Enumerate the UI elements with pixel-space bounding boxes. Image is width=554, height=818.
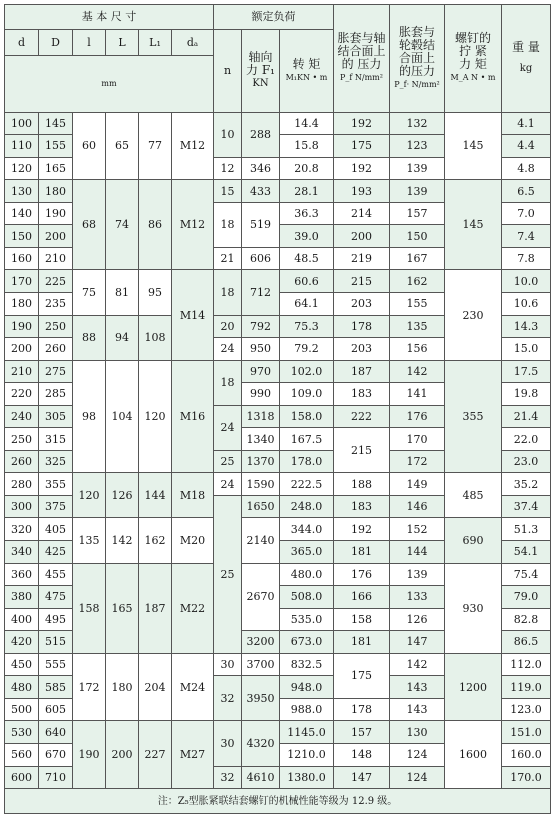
cell-weight: 123.0	[502, 698, 551, 721]
cell-D: 225	[39, 270, 73, 293]
cell-L1: 95	[139, 270, 172, 315]
cell-d: 130	[5, 180, 39, 203]
cell-n: 25	[214, 495, 242, 653]
cell-hub-pressure: 133	[390, 586, 445, 609]
cell-d: 450	[5, 653, 39, 676]
cell-hub-pressure: 142	[390, 653, 445, 676]
cell-shaft-pressure: 183	[334, 495, 390, 518]
cell-F1: 950	[242, 338, 280, 361]
cell-hub-pressure: 135	[390, 315, 445, 338]
cell-n: 18	[214, 202, 242, 247]
cell-shaft-pressure: 147	[334, 766, 390, 789]
cell-D: 355	[39, 473, 73, 496]
header-L: L	[106, 29, 139, 56]
cell-d: 280	[5, 473, 39, 496]
cell-n: 25	[214, 450, 242, 473]
expansion-sleeve-spec-table	[4, 4, 551, 814]
cell-hub-pressure: 142	[390, 360, 445, 383]
cell-n: 18	[214, 270, 242, 315]
cell-d: 180	[5, 293, 39, 316]
cell-hub-pressure: 139	[390, 563, 445, 586]
cell-screw-torque: 1200	[445, 653, 502, 721]
cell-shaft-pressure: 215	[334, 270, 390, 293]
cell-hub-pressure: 139	[390, 180, 445, 203]
cell-d: 260	[5, 450, 39, 473]
cell-shaft-pressure: 192	[334, 518, 390, 541]
cell-F1: 4320	[242, 721, 280, 766]
cell-F1: 1318	[242, 405, 280, 428]
cell-weight: 10.6	[502, 293, 551, 316]
cell-l: 158	[73, 563, 106, 653]
header-unit-mm: mm	[5, 56, 214, 112]
cell-F1: 433	[242, 180, 280, 203]
spec-table-sheet	[4, 4, 550, 814]
cell-screw-torque: 690	[445, 518, 502, 563]
cell-d: 360	[5, 563, 39, 586]
cell-torque: 158.0	[280, 405, 334, 428]
cell-torque: 60.6	[280, 270, 334, 293]
cell-L: 81	[106, 270, 139, 315]
cell-d: 240	[5, 405, 39, 428]
cell-shaft-pressure: 178	[334, 315, 390, 338]
cell-weight: 22.0	[502, 428, 551, 451]
cell-shaft-pressure: 175	[334, 135, 390, 158]
cell-da: M12	[172, 180, 214, 270]
cell-n: 15	[214, 180, 242, 203]
cell-weight: 35.2	[502, 473, 551, 496]
cell-L: 142	[106, 518, 139, 563]
cell-hub-pressure: 147	[390, 631, 445, 654]
cell-L1: 108	[139, 315, 172, 360]
cell-shaft-pressure: 203	[334, 293, 390, 316]
cell-screw-torque: 1600	[445, 721, 502, 789]
cell-hub-pressure: 141	[390, 383, 445, 406]
cell-shaft-pressure: 187	[334, 360, 390, 383]
cell-d: 380	[5, 586, 39, 609]
header-weight: 重 量 kg	[502, 5, 551, 113]
cell-screw-torque: 485	[445, 473, 502, 518]
cell-F1: 346	[242, 157, 280, 180]
cell-torque: 178.0	[280, 450, 334, 473]
cell-n: 20	[214, 315, 242, 338]
cell-n: 32	[214, 676, 242, 721]
cell-weight: 86.5	[502, 631, 551, 654]
cell-D: 145	[39, 112, 73, 135]
cell-shaft-pressure: 203	[334, 338, 390, 361]
cell-da: M12	[172, 112, 214, 180]
cell-D: 200	[39, 225, 73, 248]
cell-hub-pressure: 132	[390, 112, 445, 135]
cell-weight: 82.8	[502, 608, 551, 631]
cell-shaft-pressure: 183	[334, 383, 390, 406]
cell-hub-pressure: 124	[390, 743, 445, 766]
cell-F1: 2670	[242, 563, 280, 631]
cell-D: 585	[39, 676, 73, 699]
header-l: l	[73, 29, 106, 56]
cell-weight: 14.3	[502, 315, 551, 338]
cell-weight: 160.0	[502, 743, 551, 766]
cell-L: 126	[106, 473, 139, 518]
cell-L1: 77	[139, 112, 172, 180]
cell-weight: 7.0	[502, 202, 551, 225]
cell-torque: 39.0	[280, 225, 334, 248]
cell-torque: 109.0	[280, 383, 334, 406]
cell-shaft-pressure: 181	[334, 541, 390, 564]
cell-d: 480	[5, 676, 39, 699]
cell-D: 165	[39, 157, 73, 180]
cell-F1: 1340	[242, 428, 280, 451]
cell-F1: 712	[242, 270, 280, 315]
cell-d: 210	[5, 360, 39, 383]
cell-shaft-pressure: 148	[334, 743, 390, 766]
cell-hub-pressure: 155	[390, 293, 445, 316]
cell-da: M22	[172, 563, 214, 653]
cell-L: 180	[106, 653, 139, 721]
cell-hub-pressure: 152	[390, 518, 445, 541]
cell-weight: 4.8	[502, 157, 551, 180]
cell-l: 190	[73, 721, 106, 789]
cell-da: M18	[172, 473, 214, 518]
cell-D: 555	[39, 653, 73, 676]
cell-l: 98	[73, 360, 106, 473]
cell-L1: 162	[139, 518, 172, 563]
cell-L1: 144	[139, 473, 172, 518]
cell-hub-pressure: 167	[390, 247, 445, 270]
cell-shaft-pressure: 193	[334, 180, 390, 203]
cell-n: 24	[214, 338, 242, 361]
cell-n: 30	[214, 721, 242, 766]
cell-l: 135	[73, 518, 106, 563]
cell-torque: 79.2	[280, 338, 334, 361]
cell-hub-pressure: 139	[390, 157, 445, 180]
cell-weight: 19.8	[502, 383, 551, 406]
cell-weight: 75.4	[502, 563, 551, 586]
cell-torque: 1145.0	[280, 721, 334, 744]
cell-shaft-pressure: 215	[334, 428, 390, 473]
cell-F1: 3950	[242, 676, 280, 721]
cell-d: 320	[5, 518, 39, 541]
cell-D: 210	[39, 247, 73, 270]
cell-F1: 288	[242, 112, 280, 157]
cell-da: M27	[172, 721, 214, 789]
cell-torque: 75.3	[280, 315, 334, 338]
cell-hub-pressure: 156	[390, 338, 445, 361]
cell-torque: 480.0	[280, 563, 334, 586]
cell-l: 60	[73, 112, 106, 180]
cell-shaft-pressure: 157	[334, 721, 390, 744]
cell-shaft-pressure: 222	[334, 405, 390, 428]
cell-D: 190	[39, 202, 73, 225]
cell-F1: 1650	[242, 495, 280, 518]
cell-shaft-pressure: 192	[334, 112, 390, 135]
cell-D: 235	[39, 293, 73, 316]
cell-hub-pressure: 162	[390, 270, 445, 293]
cell-weight: 151.0	[502, 721, 551, 744]
cell-L: 104	[106, 360, 139, 473]
cell-d: 160	[5, 247, 39, 270]
cell-torque: 508.0	[280, 586, 334, 609]
cell-hub-pressure: 157	[390, 202, 445, 225]
cell-D: 475	[39, 586, 73, 609]
header-n: n	[214, 29, 242, 112]
cell-L1: 86	[139, 180, 172, 270]
cell-torque: 988.0	[280, 698, 334, 721]
cell-weight: 21.4	[502, 405, 551, 428]
cell-shaft-pressure: 166	[334, 586, 390, 609]
cell-weight: 54.1	[502, 541, 551, 564]
cell-torque: 14.4	[280, 112, 334, 135]
cell-torque: 673.0	[280, 631, 334, 654]
cell-da: M24	[172, 653, 214, 721]
cell-shaft-pressure: 219	[334, 247, 390, 270]
cell-shaft-pressure: 188	[334, 473, 390, 496]
cell-F1: 970	[242, 360, 280, 383]
header-shaft-pressure: 胀套与轴 结合面上 的 压力 P_f N/mm²	[334, 5, 390, 113]
cell-F1: 2140	[242, 518, 280, 563]
cell-D: 495	[39, 608, 73, 631]
cell-F1: 519	[242, 202, 280, 247]
cell-da: M14	[172, 270, 214, 360]
cell-torque: 1380.0	[280, 766, 334, 789]
cell-shaft-pressure: 200	[334, 225, 390, 248]
cell-D: 325	[39, 450, 73, 473]
cell-shaft-pressure: 192	[334, 157, 390, 180]
cell-L1: 204	[139, 653, 172, 721]
cell-L1: 227	[139, 721, 172, 789]
cell-n: 21	[214, 247, 242, 270]
header-da: dₐ	[172, 29, 214, 56]
cell-d: 220	[5, 383, 39, 406]
cell-D: 640	[39, 721, 73, 744]
cell-d: 420	[5, 631, 39, 654]
cell-L1: 187	[139, 563, 172, 653]
cell-shaft-pressure: 176	[334, 563, 390, 586]
cell-F1: 990	[242, 383, 280, 406]
cell-hub-pressure: 123	[390, 135, 445, 158]
cell-torque: 948.0	[280, 676, 334, 699]
cell-weight: 17.5	[502, 360, 551, 383]
cell-hub-pressure: 170	[390, 428, 445, 451]
cell-F1: 3700	[242, 653, 280, 676]
cell-D: 605	[39, 698, 73, 721]
cell-d: 110	[5, 135, 39, 158]
header-d: d	[5, 29, 39, 56]
cell-screw-torque: 145	[445, 112, 502, 180]
cell-d: 560	[5, 743, 39, 766]
header-hub-pressure: 胀套与 轮毂结 合面上 的压力 P_f· N/mm²	[390, 5, 445, 113]
cell-hub-pressure: 172	[390, 450, 445, 473]
cell-F1: 1370	[242, 450, 280, 473]
cell-shaft-pressure: 214	[334, 202, 390, 225]
cell-n: 24	[214, 405, 242, 450]
cell-shaft-pressure: 178	[334, 698, 390, 721]
cell-weight: 51.3	[502, 518, 551, 541]
cell-weight: 6.5	[502, 180, 551, 203]
cell-torque: 36.3	[280, 202, 334, 225]
cell-D: 515	[39, 631, 73, 654]
cell-weight: 112.0	[502, 653, 551, 676]
header-axial-force: 轴向 力 F₁ KN	[242, 29, 280, 112]
cell-torque: 222.5	[280, 473, 334, 496]
cell-torque: 248.0	[280, 495, 334, 518]
cell-d: 340	[5, 541, 39, 564]
cell-weight: 15.0	[502, 338, 551, 361]
cell-D: 250	[39, 315, 73, 338]
cell-F1: 1590	[242, 473, 280, 496]
cell-da: M16	[172, 360, 214, 473]
cell-F1: 792	[242, 315, 280, 338]
cell-weight: 23.0	[502, 450, 551, 473]
cell-d: 530	[5, 721, 39, 744]
cell-F1: 606	[242, 247, 280, 270]
cell-D: 260	[39, 338, 73, 361]
cell-shaft-pressure: 158	[334, 608, 390, 631]
cell-D: 425	[39, 541, 73, 564]
cell-d: 300	[5, 495, 39, 518]
cell-L: 94	[106, 315, 139, 360]
cell-weight: 79.0	[502, 586, 551, 609]
cell-torque: 102.0	[280, 360, 334, 383]
cell-d: 190	[5, 315, 39, 338]
cell-l: 172	[73, 653, 106, 721]
cell-L: 74	[106, 180, 139, 270]
cell-D: 315	[39, 428, 73, 451]
cell-screw-torque: 145	[445, 180, 502, 270]
cell-L1: 120	[139, 360, 172, 473]
cell-hub-pressure: 143	[390, 676, 445, 699]
table-footnote: 注：Z₅型胀紧联结套螺钉的机械性能等级为 12.9 级。	[5, 789, 551, 814]
cell-n: 10	[214, 112, 242, 157]
cell-D: 285	[39, 383, 73, 406]
header-basic-dimensions: 基 本 尺 寸	[5, 5, 214, 30]
cell-D: 405	[39, 518, 73, 541]
cell-d: 100	[5, 112, 39, 135]
cell-D: 180	[39, 180, 73, 203]
cell-weight: 37.4	[502, 495, 551, 518]
cell-F1: 4610	[242, 766, 280, 789]
cell-torque: 1210.0	[280, 743, 334, 766]
cell-shaft-pressure: 175	[334, 653, 390, 698]
cell-torque: 167.5	[280, 428, 334, 451]
cell-l: 88	[73, 315, 106, 360]
cell-d: 120	[5, 157, 39, 180]
cell-hub-pressure: 150	[390, 225, 445, 248]
cell-D: 305	[39, 405, 73, 428]
cell-weight: 7.8	[502, 247, 551, 270]
cell-weight: 119.0	[502, 676, 551, 699]
cell-hub-pressure: 126	[390, 608, 445, 631]
cell-hub-pressure: 124	[390, 766, 445, 789]
cell-d: 200	[5, 338, 39, 361]
cell-hub-pressure: 130	[390, 721, 445, 744]
cell-torque: 15.8	[280, 135, 334, 158]
cell-weight: 170.0	[502, 766, 551, 789]
cell-L: 65	[106, 112, 139, 180]
cell-d: 600	[5, 766, 39, 789]
header-torque: 转 矩 M₁KN • m	[280, 29, 334, 112]
cell-hub-pressure: 176	[390, 405, 445, 428]
cell-hub-pressure: 143	[390, 698, 445, 721]
cell-D: 155	[39, 135, 73, 158]
cell-D: 275	[39, 360, 73, 383]
cell-torque: 48.5	[280, 247, 334, 270]
cell-D: 710	[39, 766, 73, 789]
cell-n: 18	[214, 360, 242, 405]
cell-hub-pressure: 149	[390, 473, 445, 496]
cell-weight: 7.4	[502, 225, 551, 248]
cell-d: 400	[5, 608, 39, 631]
cell-D: 455	[39, 563, 73, 586]
cell-shaft-pressure: 181	[334, 631, 390, 654]
header-L1: L₁	[139, 29, 172, 56]
cell-da: M20	[172, 518, 214, 563]
cell-torque: 28.1	[280, 180, 334, 203]
cell-n: 30	[214, 653, 242, 676]
cell-torque: 344.0	[280, 518, 334, 541]
cell-torque: 535.0	[280, 608, 334, 631]
cell-screw-torque: 930	[445, 563, 502, 653]
cell-n: 12	[214, 157, 242, 180]
cell-screw-torque: 355	[445, 360, 502, 473]
cell-hub-pressure: 144	[390, 541, 445, 564]
cell-torque: 832.5	[280, 653, 334, 676]
cell-l: 120	[73, 473, 106, 518]
header-rated-load: 额定负荷	[214, 5, 334, 30]
cell-n: 32	[214, 766, 242, 789]
cell-d: 140	[5, 202, 39, 225]
cell-D: 670	[39, 743, 73, 766]
header-screw-torque: 螺钉的 拧 紧 力 矩 M_A N • m	[445, 5, 502, 113]
cell-weight: 4.1	[502, 112, 551, 135]
cell-d: 500	[5, 698, 39, 721]
cell-n: 24	[214, 473, 242, 496]
cell-l: 68	[73, 180, 106, 270]
cell-weight: 4.4	[502, 135, 551, 158]
cell-L: 165	[106, 563, 139, 653]
cell-d: 170	[5, 270, 39, 293]
cell-D: 375	[39, 495, 73, 518]
cell-weight: 10.0	[502, 270, 551, 293]
cell-F1: 3200	[242, 631, 280, 654]
cell-torque: 64.1	[280, 293, 334, 316]
cell-torque: 365.0	[280, 541, 334, 564]
cell-screw-torque: 230	[445, 270, 502, 360]
cell-d: 250	[5, 428, 39, 451]
cell-l: 75	[73, 270, 106, 315]
cell-L: 200	[106, 721, 139, 789]
header-D: D	[39, 29, 73, 56]
cell-hub-pressure: 146	[390, 495, 445, 518]
cell-d: 150	[5, 225, 39, 248]
cell-torque: 20.8	[280, 157, 334, 180]
